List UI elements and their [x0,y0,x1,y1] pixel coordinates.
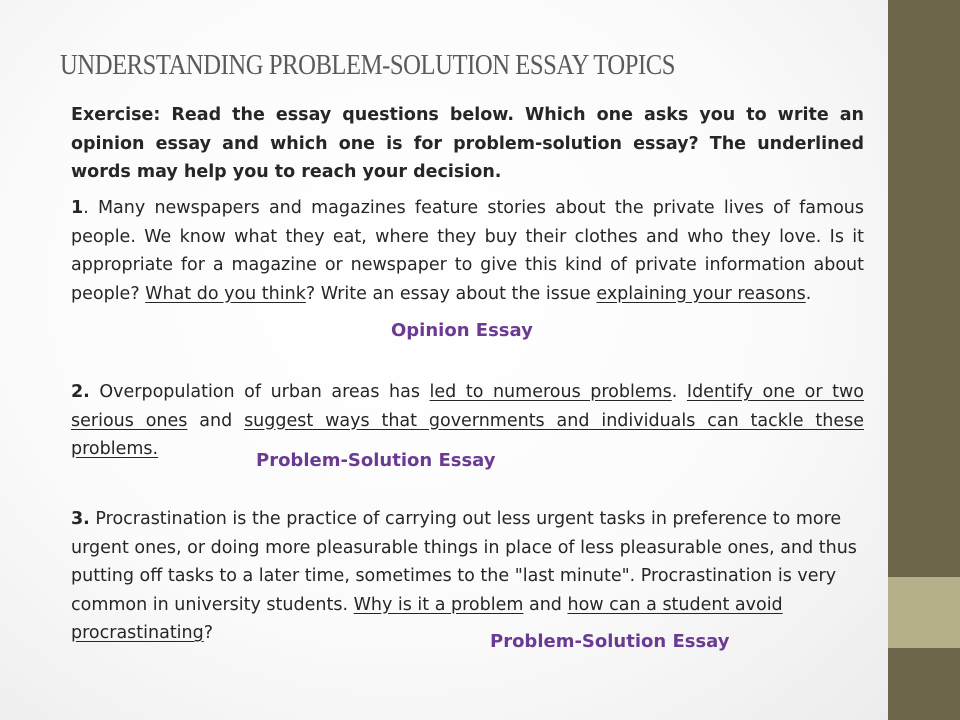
question-2-underline-3: suggest ways that governments and individuals can tackle these problems. [71,410,864,459]
question-1-text-a: . Many newspapers and magazines feature stories about the private lives of famous people. We know what they eat, where they buy their clothes and who they love. Is it appropriate for a magazine or newspaper to give this kind of private information about people? [71,198,864,304]
question-1-answer: Opinion Essay [391,320,533,341]
accent-bar-top [888,0,960,577]
question-1-underline-1: What do you think [145,283,306,304]
question-2-answer: Problem-Solution Essay [256,450,496,471]
question-3-number: 3. [71,509,90,529]
question-1-number: 1 [71,198,84,218]
question-1-underline-2: explaining your reasons [596,283,806,304]
question-3 [71,505,871,648]
question-2-text-b: . [671,382,687,402]
question-3-text-b: and [523,594,568,615]
question-2-text-c: and [187,410,245,431]
question-2-text-a: Overpopulation of urban areas has [89,382,430,402]
question-1-text-b: ? Write an essay about the issue [305,283,597,304]
question-3-underline-1: Why is it a problem [353,594,524,615]
accent-bar-bottom [888,648,960,720]
question-2-underline-1: led to numerous problems [429,382,672,402]
exercise-instructions: Exercise: Read the essay questions below. Which one asks you to write an opinion essay and which one is for problem-solution essay? The underlined words may help you to reach your decision. [71,105,864,182]
question-1-text-c: . [805,283,812,304]
accent-bar-middle [888,577,960,648]
question-3-text-c: ? [203,623,214,643]
question-1 [71,194,864,308]
slide-title: UNDERSTANDING PROBLEM-SOLUTION ESSAY TOPICS [60,50,676,81]
question-3-answer: Problem-Solution Essay [490,631,730,652]
question-2-underline-2: Identify one or two serious ones [71,382,864,431]
question-3-text-a: Procrastination is the practice of carrying out less urgent tasks in preference to more urgent ones, or doing more pleasurable things in place of less pleasurable ones, and thus putting off tasks to a later time, sometimes to the "last minute". Procrastination is very common in university students. [71,509,857,615]
question-2-number: 2. [71,382,90,402]
question-3-underline-2: how can a student avoid procrastinating [71,594,783,643]
